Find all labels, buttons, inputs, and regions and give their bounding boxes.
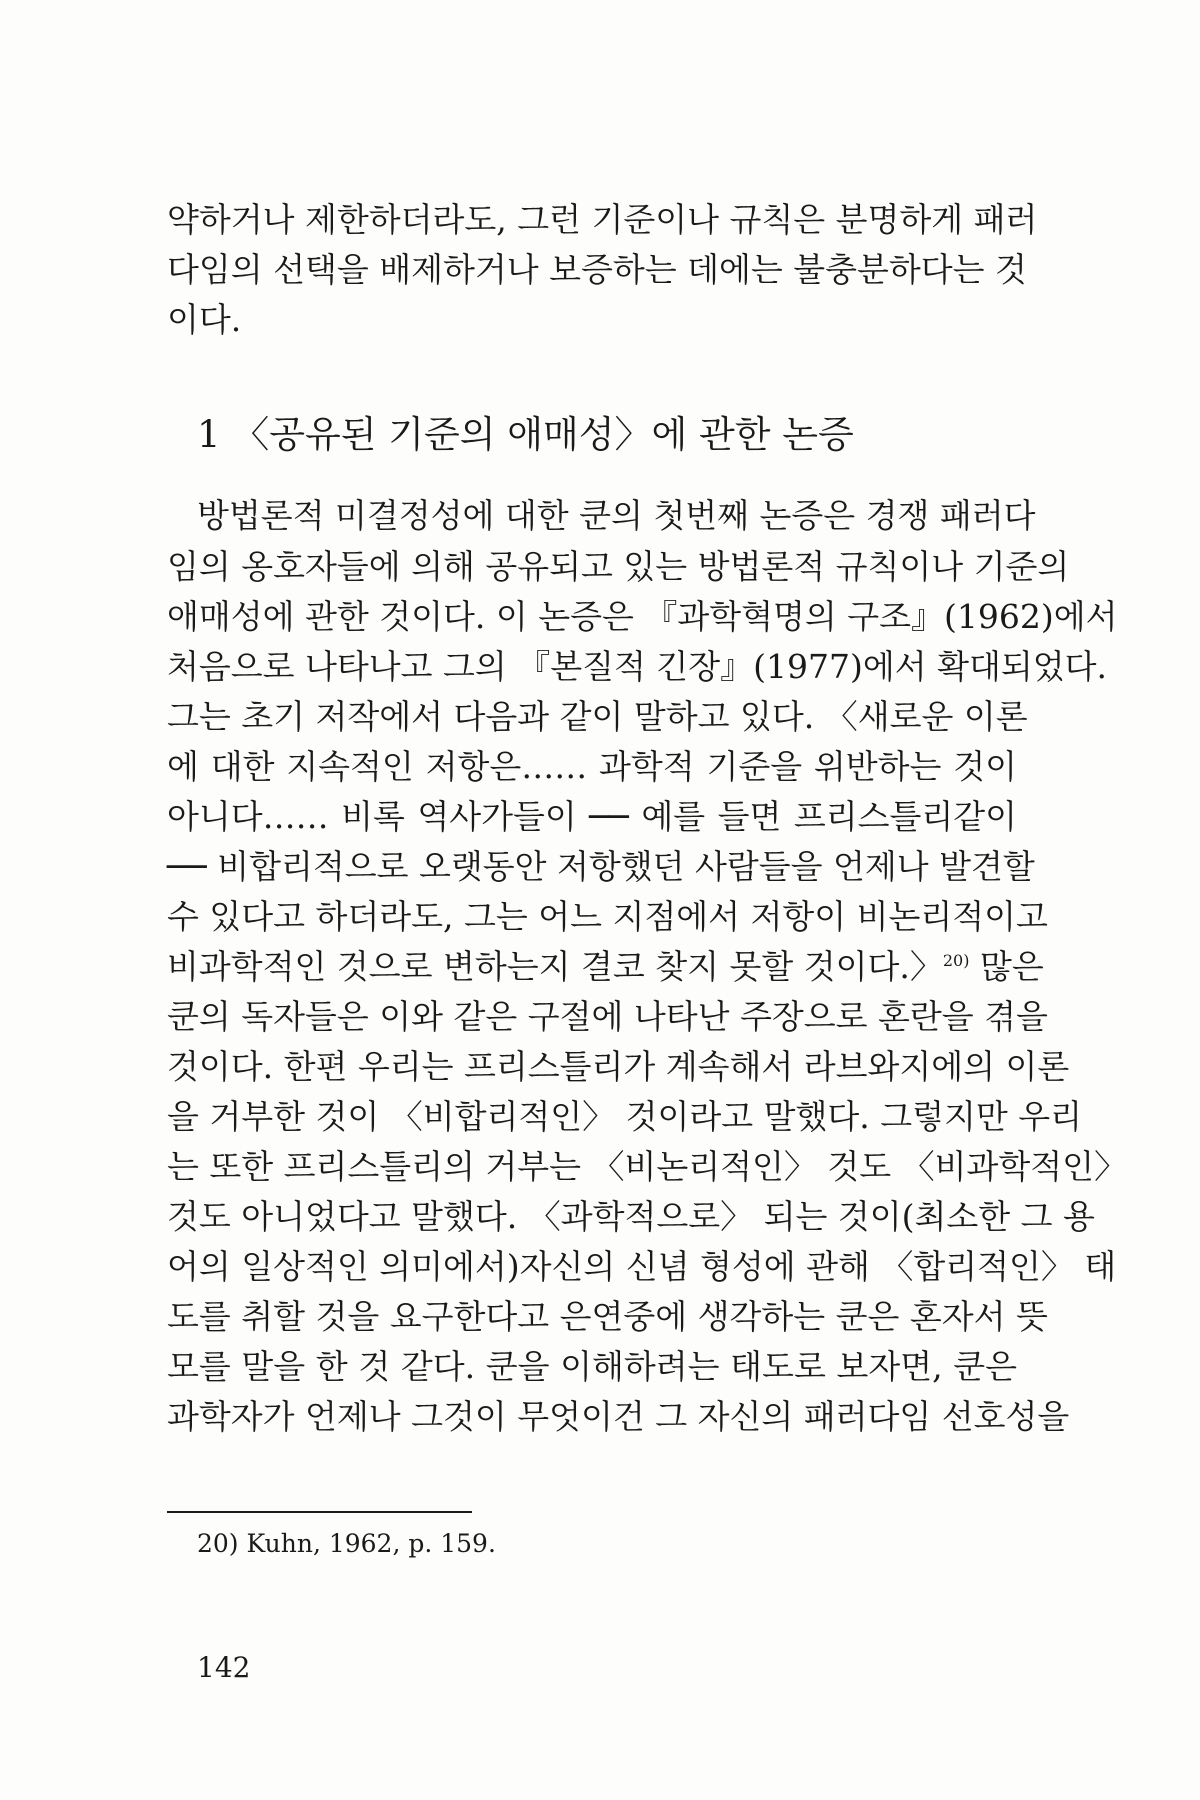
body-line-13: 을 거부한 것이 〈비합리적인〉 것이라고 말했다. 그렇지만 우리	[167, 1097, 1082, 1136]
intro-line-3: 이다.	[167, 300, 242, 339]
intro-line-2: 다임의 선택을 배제하거나 보증하는 데에는 불충분하다는 것	[167, 250, 1027, 289]
body-line-15: 것도 아니었다고 말했다. 〈과학적으로〉 되는 것이(최소한 그 용	[167, 1197, 1095, 1236]
intro-line-1: 약하거나 제한하더라도, 그런 기준이나 규칙은 분명하게 패러	[167, 200, 1038, 239]
body-line-10-text: 비과학적인 것으로 변하는지 결코 찾지 못할 것이다.〉	[167, 947, 943, 986]
body-line-1: 방법론적 미결정성에 대한 쿤의 첫번째 논증은 경쟁 패러다	[197, 496, 1036, 535]
body-line-7: 아니다…… 비록 역사가들이 ── 예를 들면 프리스틀리같이	[167, 797, 1017, 836]
body-line-4: 처음으로 나타나고 그의 『본질적 긴장』(1977)에서 확대되었다.	[167, 647, 1107, 686]
footnote-divider	[167, 1511, 472, 1513]
body-line-18: 모를 말을 한 것 같다. 쿤을 이해하려는 태도로 보자면, 쿤은	[167, 1347, 1017, 1386]
body-line-17: 도를 취할 것을 요구한다고 은연중에 생각하는 쿤은 혼자서 뜻	[167, 1297, 1048, 1336]
body-line-16: 어의 일상적인 의미에서)자신의 신념 형성에 관해 〈합리적인〉 태	[167, 1247, 1117, 1286]
body-line-2: 임의 옹호자들에 의해 공유되고 있는 방법론적 규칙이나 기준의	[167, 547, 1070, 586]
body-line-3: 애매성에 관한 것이다. 이 논증은 『과학혁명의 구조』(1962)에서	[167, 597, 1118, 636]
body-line-14: 는 또한 프리스틀리의 거부는 〈비논리적인〉 것도 〈비과학적인〉	[167, 1147, 1128, 1186]
body-line-12: 것이다. 한편 우리는 프리스틀리가 계속해서 라브와지에의 이론	[167, 1047, 1070, 1086]
footnote-reference[interactable]: 20)	[942, 951, 970, 970]
body-line-9: 수 있다고 하더라도, 그는 어느 지점에서 저항이 비논리적이고	[167, 897, 1048, 936]
body-line-5: 그는 초기 저작에서 다음과 같이 말하고 있다. 〈새로운 이론	[167, 697, 1028, 736]
body-line-11: 쿤의 독자들은 이와 같은 구절에 나타난 주장으로 혼란을 겪을	[167, 997, 1048, 1036]
page-number: 142	[197, 1651, 251, 1684]
body-line-10-tail: 많은	[979, 947, 1044, 986]
body-line-10	[167, 943, 1044, 991]
section-heading: 1 〈공유된 기준의 애매성〉에 관한 논증	[197, 413, 854, 456]
footnote-20: 20) Kuhn, 1962, p. 159.	[197, 1529, 496, 1558]
body-line-6: 에 대한 지속적인 저항은…… 과학적 기준을 위반하는 것이	[167, 747, 1017, 786]
body-line-8: ── 비합리적으로 오랫동안 저항했던 사람들을 언제나 발견할	[167, 847, 1035, 886]
body-line-19: 과학자가 언제나 그것이 무엇이건 그 자신의 패러다임 선호성을	[167, 1397, 1070, 1436]
